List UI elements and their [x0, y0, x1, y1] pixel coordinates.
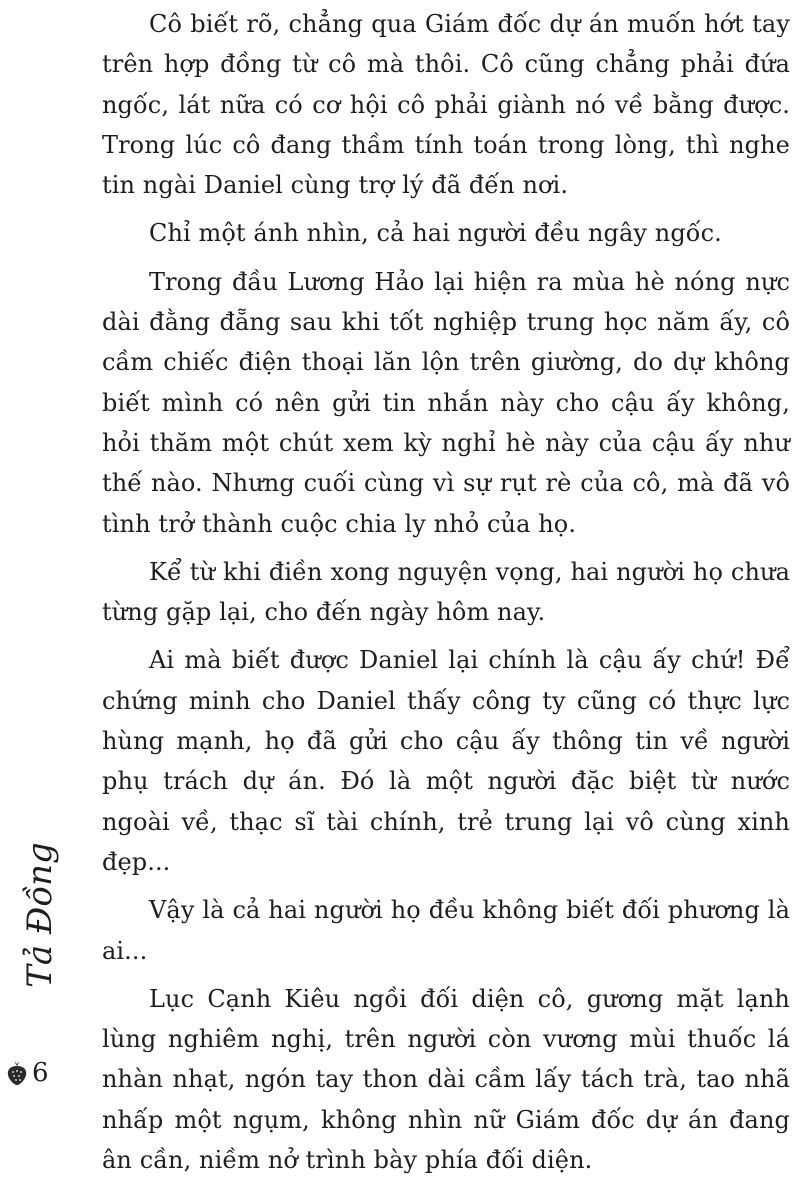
- paragraph: Vậy là cả hai người họ đều không biết đối phương là ai...: [102, 896, 790, 965]
- paragraph: Trong đầu Lương Hảo lại hiện ra mùa hè nóng nực dài đằng đẵng sau khi tốt nghiệp trung học năm ấy, cô cầm chiếc điện thoại lăn lộn trên giường, do dự không biết mình có nên gửi tin nhắn này cho cậu ấy không, hỏi thăm một chút xem kỳ nghỉ hè này của cậu ấy như thế nào. Nhưng cuối cùng vì sự rụt rè của cô, mà đã vô tình trở thành cuộc chia ly nhỏ của họ.: [102, 267, 790, 538]
- paragraph: Cô biết rõ, chẳng qua Giám đốc dự án muốn hớt tay trên hợp đồng từ cô mà thôi. Cô cũng chẳng phải đứa ngốc, lát nữa có cơ hội cô phải giành nó về bằng được. Trong lúc cô đang thầm tính toán trong lòng, thì nghe tin ngài Daniel cùng trợ lý đã đến nơi.: [102, 10, 790, 200]
- page-footer: [6, 1058, 49, 1088]
- paragraph: Chỉ một ánh nhìn, cả hai người đều ngây ngốc.: [149, 219, 722, 248]
- author-side-title: Tả Đồng: [20, 842, 60, 988]
- paragraph: Lục Cạnh Kiêu ngồi đối diện cô, gương mặt lạnh lùng nghiêm nghị, trên người còn vương mùi thuốc lá nhàn nhạt, ngón tay thon dài cầm lấy tách trà, tao nhã nhấp một ngụm, không nhìn nữ Giám đốc dự án đang ân cần, niềm nở trình bày phía đối diện.: [102, 984, 790, 1175]
- paragraph: Ai mà biết được Daniel lại chính là cậu ấy chứ! Để chứng minh cho Daniel thấy công ty cũng có thực lực hùng mạnh, họ đã gửi cho cậu ấy thông tin về người phụ trách dự án. Đó là một người đặc biệt từ nước ngoài về, thạc sĩ tài chính, trẻ trung lại vô cùng xinh đẹp...: [102, 646, 790, 876]
- strawberry-icon: [6, 1060, 28, 1086]
- page-body: [102, 4, 790, 1188]
- paragraph: Kể từ khi điền xong nguyện vọng, hai người họ chưa từng gặp lại, cho đến ngày hôm nay.: [102, 557, 790, 627]
- page-number: 6: [32, 1058, 49, 1088]
